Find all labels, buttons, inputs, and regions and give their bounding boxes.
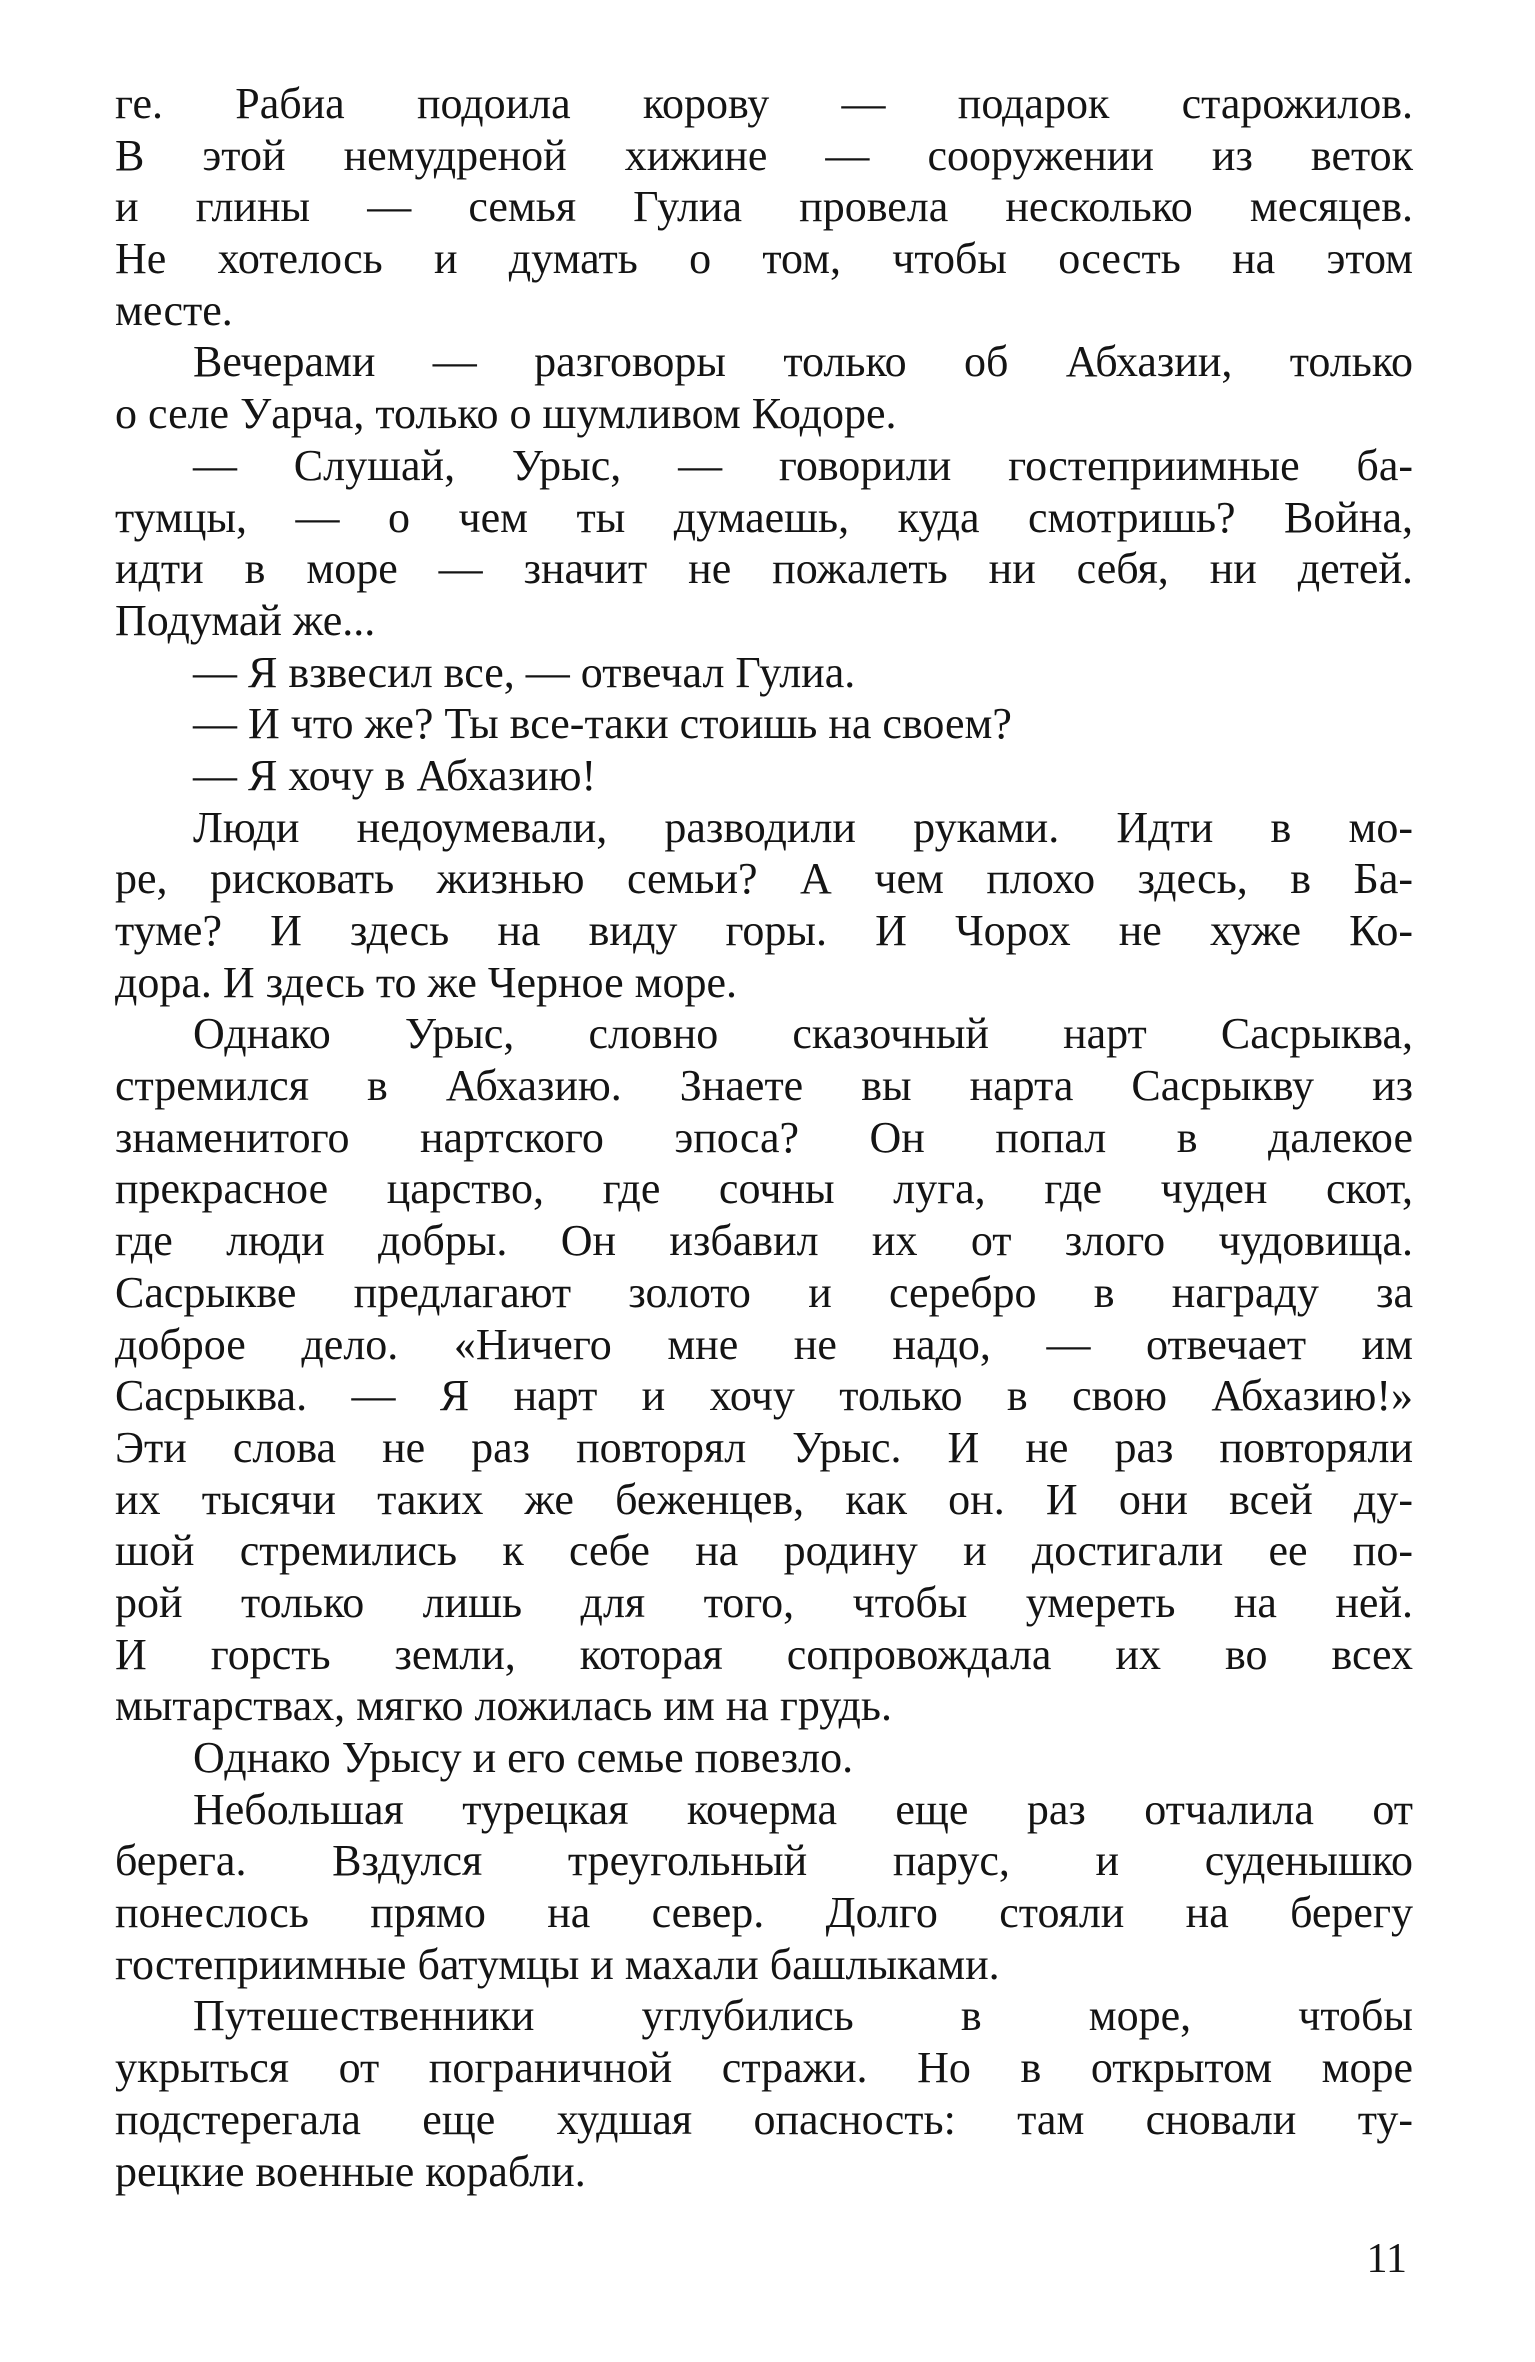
text-line: Сасрыкве предлагают золото и серебро в награду за bbox=[115, 1267, 1413, 1317]
text-line: В этой немудреной хижине — сооружении из веток bbox=[115, 130, 1413, 180]
text-line: Не хотелось и думать о том, чтобы осесть на этом bbox=[115, 234, 1413, 284]
text-line: И горсть земли, которая сопровождала их во всех bbox=[115, 1629, 1413, 1679]
text-line: — Слушай, Урыс, — говорили гостеприимные ба- bbox=[193, 440, 1413, 490]
text-line: Однако Урыс, словно сказочный нарт Сасрыква, bbox=[193, 1009, 1413, 1059]
text-line: месте. bbox=[115, 285, 233, 335]
text-line: рой только лишь для того, чтобы умереть на ней. bbox=[115, 1577, 1413, 1627]
page-text-body bbox=[115, 78, 1413, 2197]
text-line: туме? И здесь на виду горы. И Чорох не хуже Ко- bbox=[115, 906, 1413, 955]
page-number: 11 bbox=[1366, 2236, 1407, 2282]
text-line: тумцы, — о чем ты думаешь, куда смотришь? Война, bbox=[115, 492, 1413, 542]
text-line: берега. Вздулся треугольный парус, и суденышко bbox=[115, 1836, 1413, 1886]
text-line: прекрасное царство, где сочны луга, где чуден скот, bbox=[115, 1164, 1413, 1214]
text-line: и глины — семья Гулиа провела несколько месяцев. bbox=[115, 182, 1413, 232]
text-line: Путешественники углубились в море, чтобы bbox=[193, 1991, 1413, 2041]
text-line: укрыться от пограничной стражи. Но в открытом море bbox=[115, 2043, 1413, 2093]
text-line: дора. И здесь то же Черное море. bbox=[115, 957, 737, 1007]
text-line: — Я взвесил все, — отвечал Гулиа. bbox=[193, 647, 856, 697]
text-line: знаменитого нартского эпоса? Он попал в далекое bbox=[115, 1112, 1413, 1162]
text-line: ге. Рабиа подоила корову — подарок старожилов. bbox=[115, 79, 1413, 128]
text-line: их тысячи таких же беженцев, как он. И они всей ду- bbox=[115, 1474, 1413, 1524]
text-line: гостеприимные батумцы и махали башлыками. bbox=[115, 1939, 1000, 1989]
text-line: стремился в Абхазию. Знаете вы нарта Сасрыкву из bbox=[115, 1061, 1413, 1111]
text-line: — И что же? Ты все-таки стоишь на своем? bbox=[193, 699, 1012, 749]
text-line: Сасрыква. — Я нарт и хочу только в свою Абхазию!» bbox=[115, 1371, 1413, 1421]
text-line: о селе Уарча, только о шумливом Кодоре. bbox=[115, 389, 897, 439]
text-line: мытарствах, мягко ложилась им на грудь. bbox=[115, 1681, 892, 1731]
text-line: Вечерами — разговоры только об Абхазии, только bbox=[193, 337, 1413, 387]
text-line: доброе дело. «Ничего мне не надо, — отвечает им bbox=[115, 1319, 1413, 1369]
text-line: — Я хочу в Абхазию! bbox=[193, 750, 597, 800]
text-line: подстерегала еще худшая опасность: там сновали ту- bbox=[115, 2094, 1413, 2144]
text-line: Люди недоумевали, разводили руками. Идти в мо- bbox=[193, 802, 1413, 852]
text-line: где люди добры. Он избавил их от злого чудовища. bbox=[115, 1216, 1413, 1266]
text-line: ре, рисковать жизнью семьи? А чем плохо здесь, в Ба- bbox=[115, 854, 1413, 904]
text-line: идти в море — значит не пожалеть ни себя, ни детей. bbox=[115, 544, 1413, 594]
text-line: рецкие военные корабли. bbox=[115, 2146, 586, 2196]
text-line: Небольшая турецкая кочерма еще раз отчалила от bbox=[193, 1784, 1413, 1834]
text-line: понеслось прямо на север. Долго стояли на берегу bbox=[115, 1888, 1413, 1938]
text-line: Подумай же... bbox=[115, 595, 376, 645]
text-line: шой стремились к себе на родину и достигали ее по- bbox=[115, 1526, 1413, 1576]
text-line: Однако Урысу и его семье повезло. bbox=[193, 1733, 854, 1782]
text-line: Эти слова не раз повторял Урыс. И не раз повторяли bbox=[115, 1422, 1413, 1472]
